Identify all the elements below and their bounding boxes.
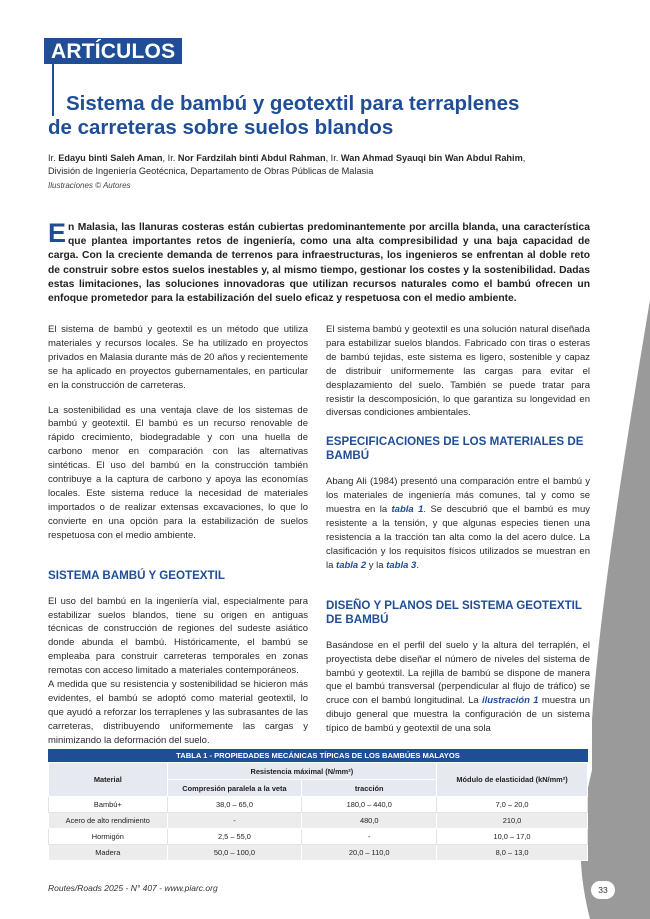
page-number: 33 [591,881,615,899]
table-caption: TABLA 1 - PROPIEDADES MECÁNICAS TÍPICAS DE LOS BAMBÚES MALAYOS [48,749,588,762]
body-paragraph [326,475,590,572]
dropcap: E [48,218,67,248]
text-run: Abang Ali (1984) presentó una comparación entre el bambú y los materiales de ingeniería más comunes, tal y como se muestra en la [326,476,590,516]
text-run: muestra un dibujo general que muestra la configuración de un sistema típico de bambú y geotextil de una sola [326,695,590,735]
table-reference-link[interactable]: tabla 1 [391,504,424,516]
table-cell: 10,0 – 17,0 [437,829,588,845]
author-name: Edayu binti Saleh Aman [58,153,163,163]
authors [48,152,608,178]
table-cell: 480,0 [302,813,437,829]
title-line-1: Sistema de bambú y geotextil para terraplenes [66,92,520,115]
section-tag: ARTÍCULOS [44,38,182,64]
author-name: Wan Ahmad Syauqi bin Wan Abdul Rahim [340,153,523,163]
text-run: Basándose en el perfil del suelo y la altura del terraplén, el proyectista debe diseñar el número de niveles del sistema de bambú y geotextil. La rejilla de bambú se dispone de manera que el bambú transversal (perpendicular al flujo de tráfico) se cruce con el bambú longitudinal. La [326,639,590,707]
table-cell: 20,0 – 110,0 [302,845,437,861]
column-subheader: Compresión paralela a la veta [167,780,302,797]
body-paragraph: El uso del bambú en la ingeniería vial, especialmente para estabilizar suelos blandos, tiene su origen en antiguas técnicas de construcción de regiones del sudeste asiático donde abunda el bambú. Históricamente, el bambú se empleaba para construir carreteras temporales en zonas remotas con acceso limitado a materiales contemporáneos. [48,595,308,677]
lead-paragraph [48,218,590,306]
table-cell: 210,0 [437,813,588,829]
column-subheader: tracción [302,780,437,797]
table-cell: 38,0 – 65,0 [167,797,302,813]
author-name: Nor Fardzilah binti Abdul Rahman [177,153,326,163]
section-heading: SISTEMA BAMBÚ Y GEOTEXTIL [48,568,225,582]
author-prefix: , Ir. [162,153,178,163]
title-line-2: de carreteras sobre suelos blandos [48,116,394,139]
table-cell: 50,0 – 100,0 [167,845,302,861]
properties-table [48,762,588,861]
table-cell: 7,0 – 20,0 [437,797,588,813]
right-column [326,323,590,747]
text-run: . Se descubrió que el bambú es muy resistente a la tensión, y que algunas especies tienen una resistencia a la tracción tan alta como la del acero dulce. La clasificación y los requisitos físicos utilizados se muestran en la [326,504,590,571]
column-header: Resistencia máximal (N/mm²) [167,763,437,780]
body-paragraph: La sostenibilidad es una ventaja clave de los sistemas de bambú y geotextil. El bambú es un recurso renovable de rápido crecimiento, biodegradable y con una huella de carbono menor en comparación con las alternativas sintéticas. El uso del bambú en la construcción también contribuye a la captura de carbono y apoya las economías locales. Este sistema reduce la necesidad de materiales importados o de realizar extensas excavaciones, lo que lo convierte en una opción para la estabilización de suelos respetuosa con el medio ambiente. [48,404,308,541]
body-paragraph [326,639,590,736]
left-column [48,323,308,759]
table-cell: Acero de alto rendimiento [49,813,168,829]
author-prefix: , Ir. [325,153,341,163]
section-heading: ESPECIFICACIONES DE LOS MATERIALES DE BAMBÚ [326,435,584,463]
table-row [49,813,588,829]
table-cell: 8,0 – 13,0 [437,845,588,861]
article-title [48,92,608,140]
table-row [49,845,588,861]
text-run: y la [366,559,387,571]
illustration-reference-link[interactable]: ilustración 1 [481,695,539,707]
column-header: Material [49,763,168,797]
body-paragraph: El sistema bambú y geotextil es una solución natural diseñada para estabilizar suelos blandos. Fabricado con tiras o esteras de bambú tejidas, este sistema es ligero, sostenible y capaz de distribuir uniformemente las cargas para evitar el desplazamiento del suelo. También se puede tratar para resistir la descomposición, lo que garantiza su longevidad en diversas condiciones ambientales. [326,324,590,419]
author-affiliation: División de Ingeniería Geotécnica, Departamento de Obras Públicas de Malasia [48,166,374,176]
table-cell: 180,0 – 440,0 [302,797,437,813]
table-cell: - [167,813,302,829]
body-paragraph: A medida que su resistencia y sostenibilidad se hicieron más evidentes, el bambú se adoptó como material geotextil, lo que ayudó a reforzar los terraplenes y las subrasantes de las carreteras, distribuyendo uniformemente las cargas y minimizando la deformación del suelo. [48,679,308,746]
table-1 [48,749,588,861]
table-cell: - [302,829,437,845]
illustration-credits: Ilustraciones © Autores [48,181,131,190]
table-cell: Bambú+ [49,797,168,813]
table-reference-link[interactable]: tabla 2 [336,559,367,571]
table-cell: Madera [49,845,168,861]
table-row [49,797,588,813]
column-header: Módulo de elasticidad (kN/mm²) [437,763,588,797]
footer-publication: Routes/Roads 2025 - N° 407 - www.piarc.org [48,883,218,893]
table-row [49,829,588,845]
body-paragraph: El sistema de bambú y geotextil es un método que utiliza materiales y recursos locales. Se ha utilizado en proyectos privados en Malasia durante más de 20 años y recientemente se ha aplicado en proyectos gubernamentales, en particular en la construcción de carreteras. [48,324,308,391]
lead-text: n Malasia, las llanuras costeras están cubiertas predominantemente por arcilla blanda, una característica que plantea importantes retos de ingeniería, como una alta compresibilidad y una baja capacidad de carga. Con la creciente demanda de terrenos para infraestructuras, los ingenieros se enfrentan al doble reto de construir sobre estos suelos inestables y, al mismo tiempo, gestionar los costes y la sostenibilidad. Dadas estas limitaciones, las soluciones innovadoras que utilizan recursos naturales como el bambú ofrecen un enfoque prometedor para la estabilización del suelo eficaz y respetuosa con el medio ambiente. [48,222,590,305]
table-cell: 2,5 – 55,0 [167,829,302,845]
section-heading: DISEÑO Y PLANOS DEL SISTEMA GEOTEXTIL DE BAMBÚ [326,598,582,626]
author-prefix: Ir. [48,153,59,163]
author-suffix: , [522,153,526,163]
table-cell: Hormigón [49,829,168,845]
text-run: . [416,559,419,571]
table-reference-link[interactable]: tabla 3 [386,559,417,571]
